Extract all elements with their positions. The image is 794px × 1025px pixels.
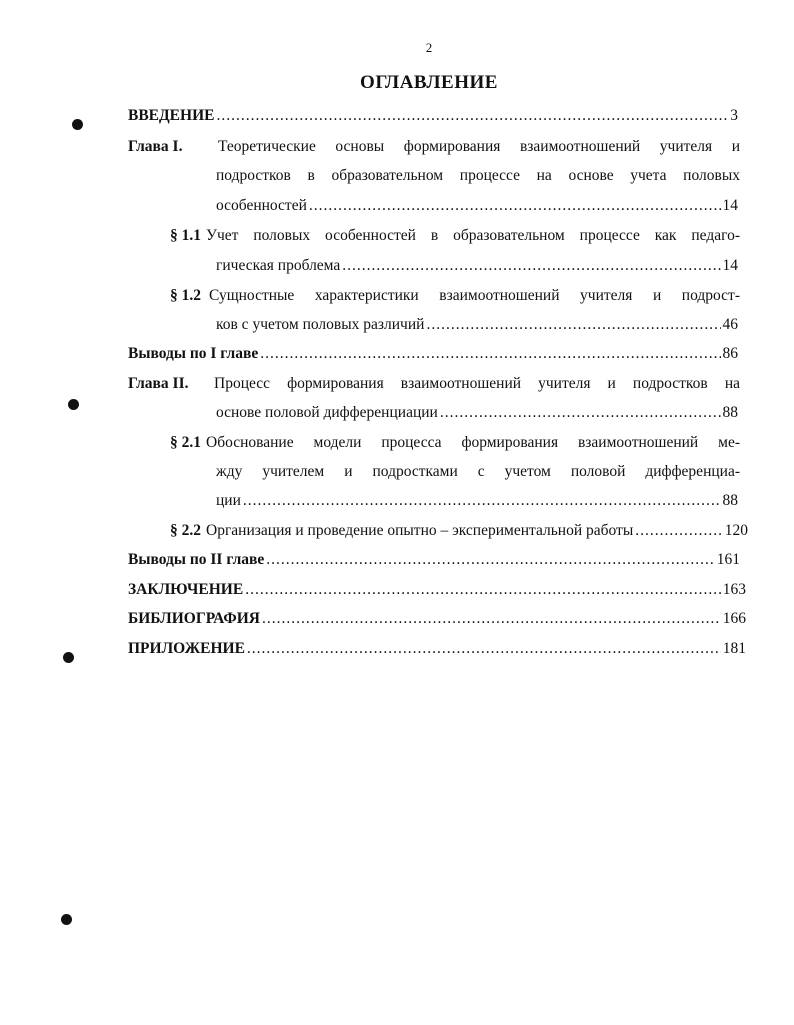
leader-dots: [426, 315, 720, 335]
toc-entry-title: ПРИЛОЖЕНИЕ: [128, 640, 245, 657]
toc-page-number: 86: [722, 345, 738, 362]
section-label: § 2.2: [170, 522, 201, 539]
toc-entry-appendix[interactable]: [128, 639, 746, 659]
toc-entry-text: гическая проблема: [216, 257, 341, 274]
leader-dots: [262, 609, 721, 629]
toc-page-number: 181: [722, 640, 746, 657]
toc-entry-chapter-2-end[interactable]: [216, 403, 738, 423]
leader-dots: [342, 256, 720, 276]
toc-entry-text: Учет половых особенностей в образовательном процессе как педаго-: [206, 227, 740, 244]
toc-page-number: 14: [722, 257, 738, 274]
toc-entry-text: Сущностные характеристики взаимоотношений учителя и подрост-: [209, 287, 740, 304]
section-label: § 1.1: [170, 227, 201, 244]
toc-entry-section-2-1-cont: [216, 462, 740, 482]
chapter-label: Глава II.: [128, 375, 189, 392]
leader-dots: [243, 491, 721, 511]
toc-entry-chapter-1-end[interactable]: [216, 196, 738, 216]
toc-entry-section-2-2[interactable]: [170, 521, 748, 541]
toc-entry-conclusions-1[interactable]: [128, 344, 738, 364]
toc-page-number: 163: [722, 581, 746, 598]
toc-entry-intro[interactable]: [128, 106, 738, 126]
toc-entry-section-1-1[interactable]: [170, 226, 740, 246]
punch-hole-mark: [68, 399, 79, 410]
toc-entry-section-2-1-end[interactable]: [216, 491, 738, 511]
punch-hole-mark: [63, 652, 74, 663]
toc-entry-section-1-2-end[interactable]: [216, 315, 738, 335]
toc-entry-title: Выводы по I главе: [128, 345, 259, 362]
toc-page-number: 120: [724, 522, 748, 539]
toc-entry-bibliography[interactable]: [128, 609, 746, 629]
leader-dots: [266, 550, 714, 570]
toc-entry-title: ВВЕДЕНИЕ: [128, 107, 215, 124]
leader-dots: [635, 521, 723, 541]
page-number: 2: [425, 40, 433, 55]
toc-page-number: 161: [716, 551, 740, 568]
toc-entry-section-1-1-end[interactable]: [216, 256, 738, 276]
page-title: ОГЛАВЛЕНИЕ: [360, 72, 498, 93]
toc-page-number: 3: [730, 107, 738, 124]
leader-dots: [216, 106, 728, 126]
toc-entry-chapter-1[interactable]: [128, 137, 740, 157]
toc-entry-title: Выводы по II главе: [128, 551, 265, 568]
toc-entry-conclusion[interactable]: [128, 580, 746, 600]
section-label: § 2.1: [170, 434, 201, 451]
toc-entry-text: подростков в образовательном процессе на основе учета половых: [216, 167, 740, 184]
toc-page-number: 46: [722, 316, 738, 333]
leader-dots: [245, 580, 721, 600]
leader-dots: [440, 403, 721, 423]
toc-entry-text: особенностей: [216, 197, 307, 214]
toc-entry-chapter-1-cont: [216, 166, 740, 186]
toc-entry-text: основе половой дифференциации: [216, 404, 438, 421]
section-label: § 1.2: [170, 287, 201, 304]
toc-entry-section-2-1[interactable]: [170, 433, 740, 453]
leader-dots: [309, 196, 721, 216]
leader-dots: [247, 639, 721, 659]
toc-page-number: 166: [722, 610, 746, 627]
toc-entry-title: БИБЛИОГРАФИЯ: [128, 610, 260, 627]
toc-page-number: 88: [722, 492, 738, 509]
toc-entry-section-1-2[interactable]: [170, 286, 740, 306]
toc-entry-text: Процесс формирования взаимоотношений учителя и подростков на: [214, 375, 740, 392]
toc-entry-chapter-2[interactable]: [128, 374, 740, 394]
toc-entry-text: Обоснование модели процесса формирования взаимоотношений ме-: [206, 434, 740, 451]
toc-entry-conclusions-2[interactable]: [128, 550, 740, 570]
toc-entry-title: ЗАКЛЮЧЕНИЕ: [128, 581, 244, 598]
chapter-label: Глава I.: [128, 138, 183, 155]
toc-page-number: 88: [722, 404, 738, 421]
toc-entry-text: жду учителем и подростками с учетом половой дифференциа-: [216, 463, 740, 480]
toc-entry-text: ции: [216, 492, 241, 509]
toc-entry-text: ков с учетом половых различий: [216, 316, 425, 333]
toc-page-number: 14: [722, 197, 738, 214]
punch-hole-mark: [72, 119, 83, 130]
toc-entry-text: Теоретические основы формирования взаимоотношений учителя и: [218, 138, 740, 155]
leader-dots: [260, 344, 720, 364]
toc-entry-text: Организация и проведение опытно – экспериментальной работы: [206, 522, 634, 539]
punch-hole-mark: [61, 914, 72, 925]
